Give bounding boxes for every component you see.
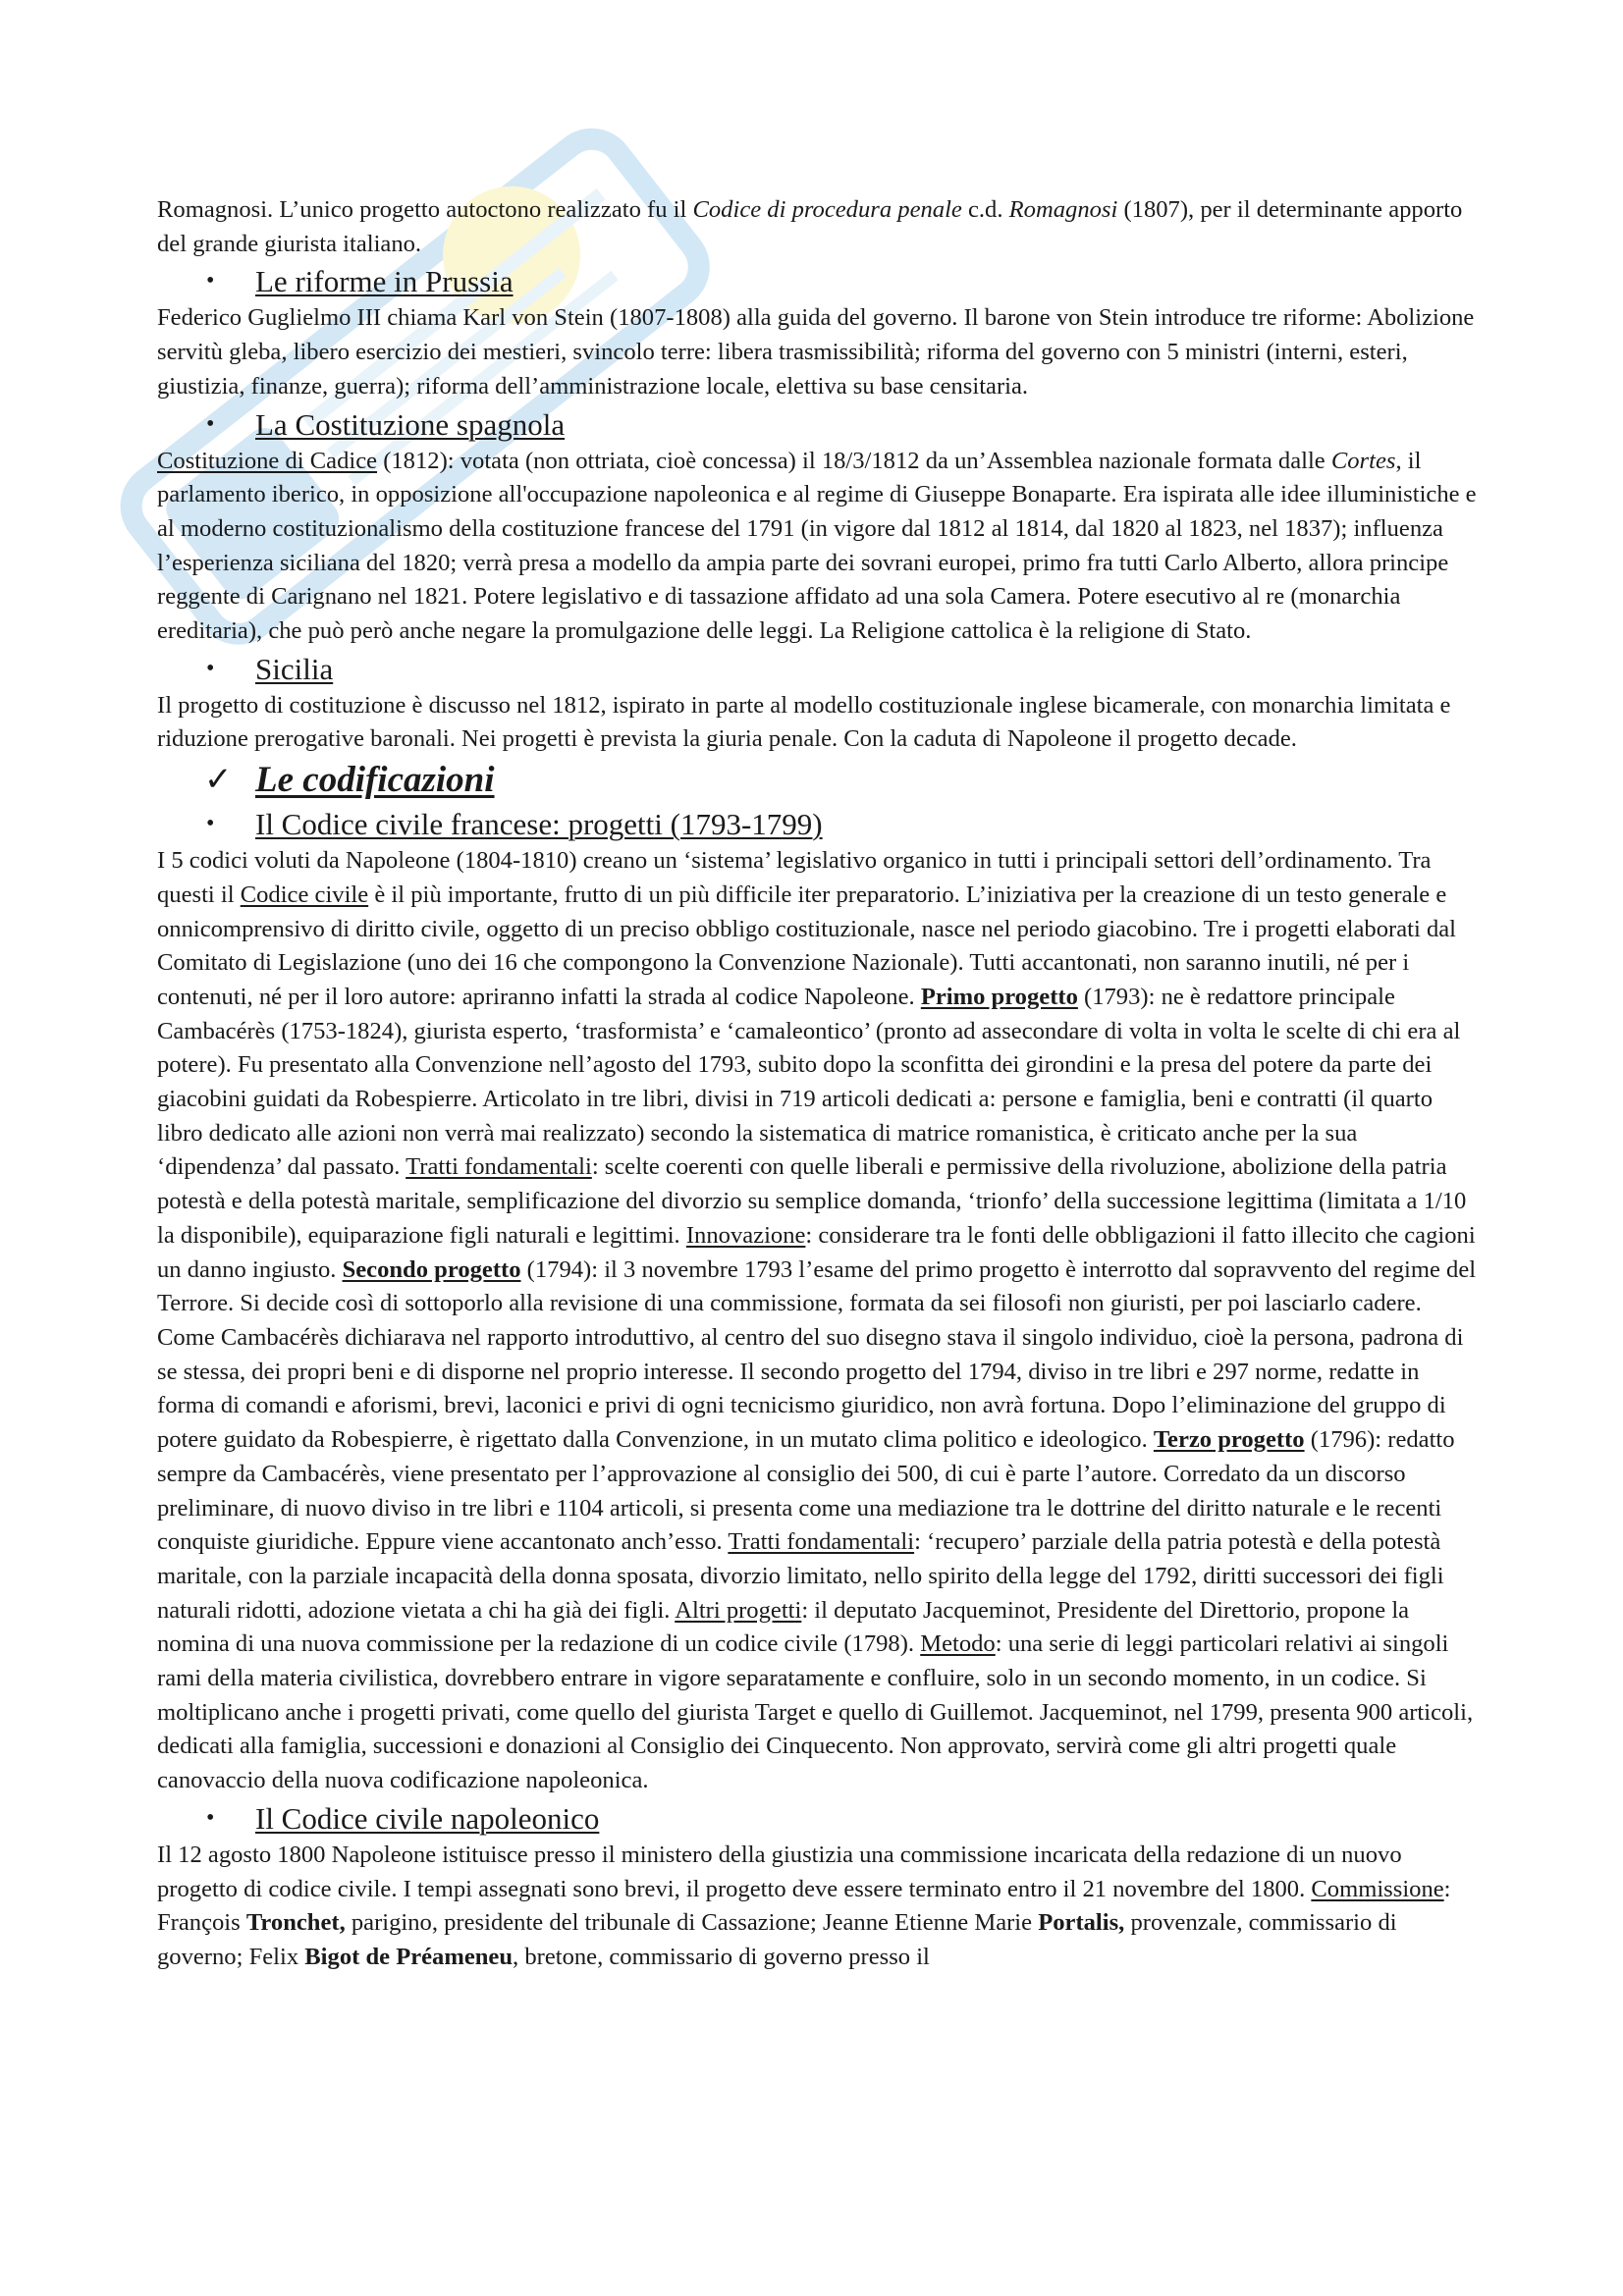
paragraph-codice-napoleonico	[157, 1839, 1483, 1975]
bold-bigot: Bigot de Préameneu	[304, 1943, 514, 1970]
napoleonico-text-1: Il 12 agosto 1800 Napoleone istituisce presso il ministero della giustizia una commissione incaricata della redazione di un nuovo progetto di codice civile. I tempi assegnati sono brevi, il progetto deve essere terminato entro il 21 novembre del 1800.	[157, 1841, 1402, 1902]
underline-tratti-2: Tratti fondamentali	[728, 1528, 915, 1556]
progetti-text-9: : il deputato Jacqueminot, Presidente del Direttorio, propone la nomina di una nuova commissione per la redazione di un codice civile (1798).	[157, 1596, 1410, 1658]
bullet-icon: •	[206, 410, 215, 437]
intro-text-3: (1807), per il determinante apporto del grande giurista italiano.	[157, 196, 1463, 257]
underline-altri-progetti: Altri progetti	[675, 1596, 802, 1624]
heading-sicilia	[157, 649, 1483, 689]
paragraph-spagna	[157, 445, 1483, 649]
progetti-text-3: (1793): ne è redattore principale Cambacérès (1753-1824), giurista esperto, ‘trasformista’ e ‘camaleontico’ (pronto ad assecondare di volta in volta le scelte di chi era al potere). Fu presentato alla Convenzione nell’agosto del 1793, subito dopo la sconfitta dei girondini e la presa del potere da parte dei giacobini guidati da Robespierre. Articolato in tre libri, divisi in 719 articoli dedicati a: persone e famiglia, beni e contratti (il quarto libro dedicato alle azioni non verrà mai realizzato) secondo la sistematica di matrice romanistica, è criticato anche per la sua ‘dipendenza’ dal passato.	[157, 983, 1461, 1181]
paragraph-sicilia: Il progetto di costituzione è discusso nel 1812, ispirato in parte al modello costituzionale inglese bicamerale, con monarchia limitata e riduzione prerogative baronali. Nei progetti è prevista la giuria penale. Con la caduta di Napoleone il progetto decade.	[157, 691, 1451, 753]
underline-metodo: Metodo	[920, 1630, 996, 1658]
intro-italic-romagnosi: Romagnosi	[1008, 196, 1118, 223]
bold-tronchet: Tronchet,	[245, 1909, 346, 1937]
intro-paragraph	[157, 193, 1483, 261]
heading-prussia	[157, 261, 1483, 301]
heading-codificazioni	[157, 757, 1483, 804]
underline-tratti-1: Tratti fondamentali	[406, 1153, 592, 1181]
heading-codice-napoleonico	[157, 1798, 1483, 1839]
italic-cortes: Cortes	[1330, 447, 1396, 474]
progetti-text-2: è il più importante, frutto di un più difficile iter preparatorio. L’iniziativa per la creazione di un testo generale e onnicomprensivo di diritto civile, oggetto di un preciso obbligo costituzionale, nasce nel periodo giacobino. Tre i progetti elaborati dal Comitato di Legislazione (uno dei 16 che compongono la Convenzione Nazionale). Tutti accantonati, non saranno inutili, né per i contenuti, né per il loro autore: apriranno infatti la strada al codice Napoleone.	[157, 881, 1456, 1010]
underline-codice-civile: Codice civile	[240, 881, 369, 908]
document-page	[157, 193, 1483, 1975]
heading-codificazioni-text: Le codificazioni	[255, 760, 495, 801]
progetti-text-10: : una serie di leggi particolari relativi ai singoli rami della materia civilistica, dovrebbero entrare in vigore separatamente e confluire, solo in un secondo momento, in un codice. Si moltiplicano anche i progetti privati, come quello del giurista Target e quello di Guillemot. Jacqueminot, nel 1799, presenta 900 articoli, dedicati alla famiglia, successioni e donazioni al Consiglio dei Cinquecento. Non approvato, servirà come gli altri progetti quale canovaccio della nuova codificazione napoleonica.	[157, 1630, 1474, 1794]
bold-primo-progetto: Primo progetto	[920, 983, 1078, 1010]
heading-codice-progetti-text: Il Codice civile francese: progetti (1793-1799)	[255, 807, 823, 842]
bullet-icon: •	[206, 655, 215, 681]
progetti-text-1: I 5 codici voluti da Napoleone (1804-1810) creano un ‘sistema’ legislativo organico in tutti i principali settori dell’ordinamento. Tra questi il	[157, 847, 1432, 908]
heading-spagna-text: La Costituzione spagnola	[255, 406, 566, 442]
underline-innovazione: Innovazione	[685, 1221, 806, 1249]
checkmark-icon: ✓	[204, 762, 233, 799]
bold-terzo-progetto: Terzo progetto	[1153, 1426, 1305, 1454]
underline-cadice: Costituzione di Cadice	[157, 447, 378, 474]
spagna-text-2: , il parlamento iberico, in opposizione all'occupazione napoleonica e al regime di Giuseppe Bonaparte. Era ispirata alle idee illuministiche e al moderno costituzionalismo della costituzione francese del 1791 (in vigore dal 1812 al 1814, dal 1820 al 1823, nel 1837); influenza l’esperienza siciliana del 1820; verrà presa a modello da ampia parte dei sovrani europei, primo fra tutti Carlo Alberto, allora principe reggente di Carignano nel 1821. Potere legislativo e di tassazione affidato ad una sola Camera. Potere esecutivo al re (monarchia ereditaria), che può però anche negare la promulgazione delle leggi. La Religione cattolica è la religione di Stato.	[157, 447, 1477, 645]
intro-italic-codice: Codice di procedura penale	[692, 196, 962, 223]
napoleonico-text-2: : François	[157, 1875, 1451, 1937]
heading-prussia-text: Le riforme in Prussia	[255, 264, 514, 299]
heading-sicilia-text: Sicilia	[255, 651, 334, 686]
napoleonico-text-3: parigino, presidente del tribunale di Cassazione; Jeanne Etienne Marie	[345, 1909, 1039, 1937]
napoleonico-text-4: provenzale, commissario di governo; Felix	[157, 1909, 1397, 1970]
progetti-text-8: : ‘recupero’ parziale della patria potestà e della potestà maritale, con la parziale incapacità della donna sposata, divorzio limitato, nello spirito della legge del 1792, diritti successori dei figli naturali ridotti, adozione vietata a chi ha già dei figli.	[157, 1528, 1444, 1624]
spagna-text-1: (1812): votata (non ottriata, cioè concessa) il 18/3/1812 da un’Assemblea nazionale formata dalle	[377, 447, 1331, 474]
bold-portalis: Portalis,	[1038, 1909, 1125, 1937]
heading-spagna	[157, 404, 1483, 445]
napoleonico-text-5: , bretone, commissario di governo presso il	[513, 1943, 930, 1970]
progetti-text-7: (1796): redatto sempre da Cambacérès, viene presentato per l’approvazione al consiglio dei 500, di cui è parte l’autore. Corredato da un discorso preliminare, di nuovo diviso in tre libri e 1104 articoli, si presenta come una mediazione tra le dottrine del diritto naturale e le recenti conquiste giuridiche. Eppure viene accantonato anch’esso.	[157, 1426, 1455, 1556]
underline-commissione: Commissione	[1311, 1875, 1444, 1902]
paragraph-codice-progetti	[157, 844, 1483, 1798]
bullet-icon: •	[206, 1804, 215, 1831]
progetti-text-4: : scelte coerenti con quelle liberali e permissive della rivoluzione, abolizione della patria potestà e della potestà maritale, semplificazione del divorzio su semplice domanda, ‘trionfo’ della successione legittima (limitata a 1/10 la disponibile), equiparazione figli naturali e legittimi.	[157, 1153, 1467, 1249]
heading-codice-progetti	[157, 804, 1483, 844]
heading-codice-napoleonico-text: Il Codice civile napoleonico	[255, 1800, 600, 1836]
bullet-icon: •	[206, 811, 215, 837]
bold-secondo-progetto: Secondo progetto	[342, 1255, 521, 1283]
intro-text: Romagnosi. L’unico progetto autoctono realizzato fu il	[157, 196, 693, 223]
progetti-text-5: : considerare tra le fonti delle obbligazioni il fatto illecito che cagioni un danno ingiusto.	[157, 1221, 1476, 1283]
paragraph-prussia: Federico Guglielmo III chiama Karl von Stein (1807-1808) alla guida del governo. Il barone von Stein introduce tre riforme: Abolizione servitù gleba, libero esercizio dei mestieri, svincolo terre: libera trasmissibilità; riforma del governo con 5 ministri (interni, esteri, giustizia, finanze, guerra); riforma dell’amministrazione locale, elettiva su base censitaria.	[157, 304, 1475, 400]
intro-text-2: c.d.	[961, 196, 1009, 223]
bullet-icon: •	[206, 268, 215, 294]
progetti-text-6: (1794): il 3 novembre 1793 l’esame del primo progetto è interrotto dal sopravvento del regime del Terrore. Si decide così di sottoporlo alla revisione di una commissione, formata da sei filosofi non giuristi, per poi lasciarlo cadere. Come Cambacérès dichiarava nel rapporto introduttivo, al centro del suo disegno stava il singolo individuo, cioè la persona, padrona di se stessa, dei propri beni e di disporne nel proprio interesse. Il secondo progetto del 1794, diviso in tre libri e 297 norme, redatte in forma di comandi e aforismi, brevi, laconici e privi di ogni tecnicismo giuridico, non avrà fortuna. Dopo l’eliminazione del gruppo di potere guidato da Robespierre, è rigettato dalla Convenzione, in un mutato clima politico e ideologico.	[157, 1255, 1477, 1454]
